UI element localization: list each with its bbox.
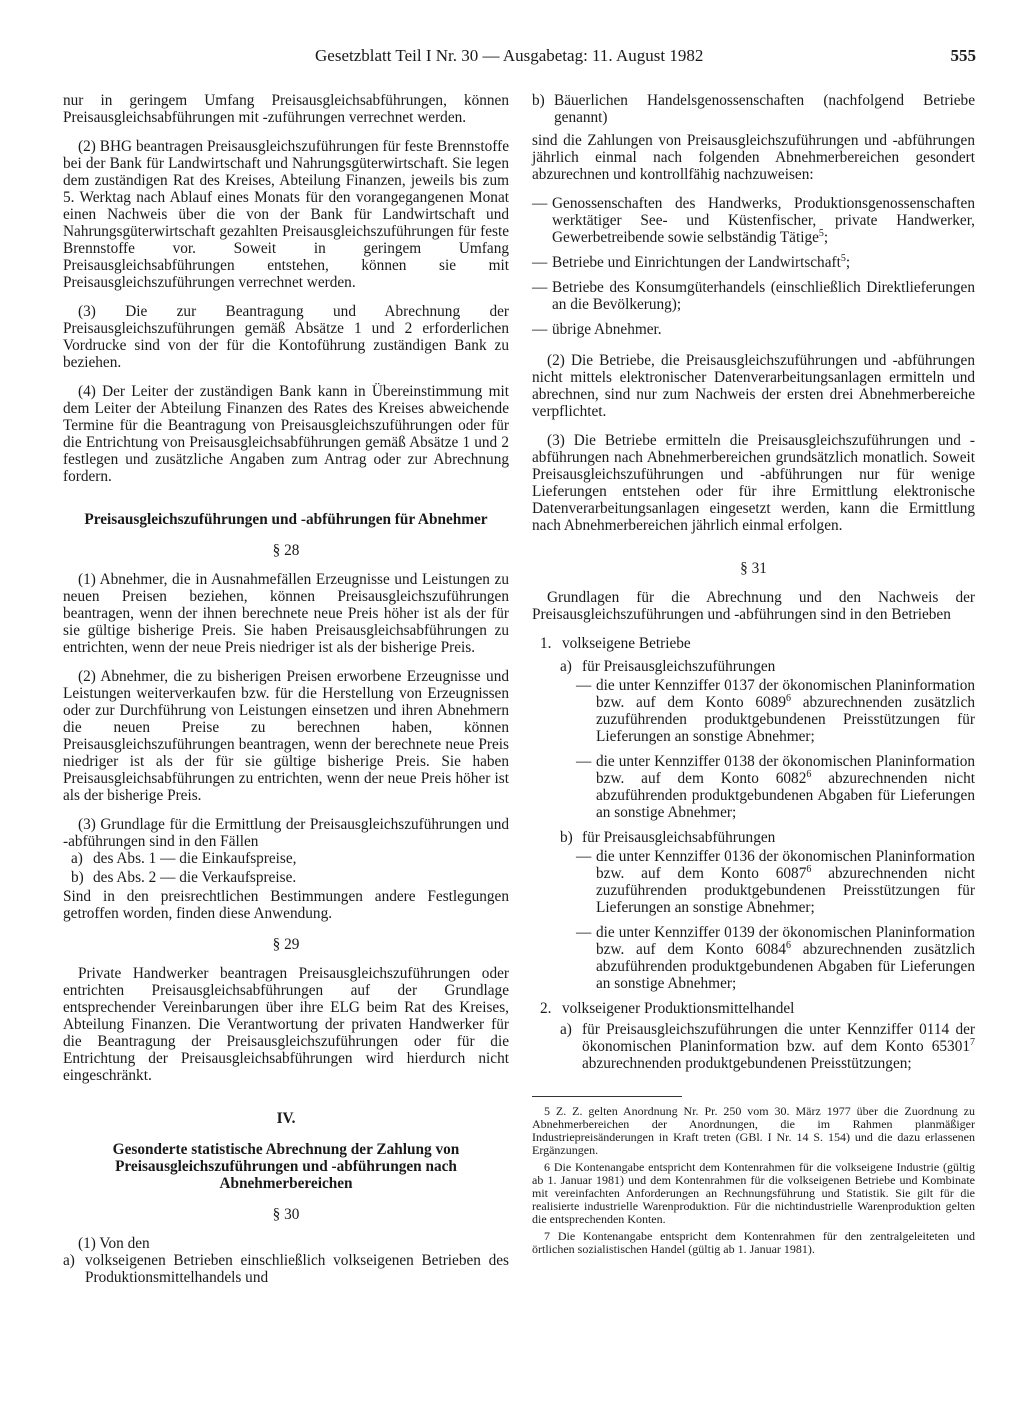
list-item xyxy=(63,869,509,886)
page-number: 555 xyxy=(950,46,976,65)
list-text: die unter Kennziffer 0139 der ökonomischen Planinformation bzw. auf dem Konto 6084 xyxy=(596,924,975,958)
list-text: Betriebe und Einrichtungen der Landwirtschaft xyxy=(552,254,841,271)
dash-bullet: — xyxy=(576,924,592,941)
dash-bullet: — xyxy=(532,321,548,338)
paragraph: nur in geringem Umfang Preisausgleichsabführungen, können Preisausgleichsabführungen mit -zuführungen verrechnet werden. xyxy=(63,92,509,126)
list-item xyxy=(532,635,975,652)
list-text: abzurechnenden nicht abzuführenden produktgebundenen Abgaben für Lieferungen an sonstige Abnehmer; xyxy=(596,770,975,821)
paragraph: Sind in den preisrechtlichen Bestimmungen andere Festlegungen getroffen worden, finden diese Anwendung. xyxy=(63,888,509,922)
list-text: für Preisausgleichszuführungen xyxy=(582,658,776,675)
paragraph: (3) Die zur Beantragung und Abrechnung der Preisausgleichszuführungen gemäß Absätze 1 und 2 erforderlichen Vordrucke sind von der für die Kontoführung zuständigen Bank zu beziehen. xyxy=(63,303,509,371)
footnote: 7 Die Kontenangabe entspricht dem Kontenrahmen für den zentralgeleiteten und örtlichen sozialistischen Handel (gültig ab 1. Januar 1981). xyxy=(532,1229,975,1256)
paragraph: Private Handwerker beantragen Preisausgleichszuführungen oder entrichten Preisausgleichsabführungen auf der Grundlage entsprechender Vereinbarungen über ihre ELG beim Rat des Kreises, Abteilung Finanzen. Die Verantwortung der privaten Handwerker für die Beantragung der Preisausgleichszuführungen oder für die Entrichtung der Preisausgleichsabführungen wird hierdurch nicht eingeschränkt. xyxy=(63,965,509,1084)
paragraph: (4) Der Leiter der zuständigen Bank kann in Übereinstimmung mit dem Leiter der Abteilung Finanzen des Rates des Kreises abweichende Termine für die Beantragung von Preisausgleichszuführungen oder für die Entrichtung von Preisausgleichsabführungen gemäß Absätze 1 und 2 festlegen und zusätzliche Angaben zum Antrag oder zur Abrechnung fordern. xyxy=(63,383,509,485)
paragraph: (2) Abnehmer, die zu bisherigen Preisen erworbene Erzeugnisse und Leistungen weiterverkaufen bzw. für die Herstellung von Erzeugnissen oder zur Durchführung von Leistungen einsetzen und ihren Abnehmern die neuen Preise zu berechnen haben, können Preisausgleichszuführungen beantragen, wenn der berechnete neue Preis niedriger ist als der für sie gültige bisherige Preis. Sie haben Preisausgleichsabführungen zu entrichten, wenn der neue Preis höher ist als der bisherige Preis. xyxy=(63,668,509,804)
list-text: Bäuerlichen Handelsgenossenschaften (nachfolgend Betriebe genannt) xyxy=(554,92,975,126)
list-item xyxy=(532,92,975,126)
paragraph: sind die Zahlungen von Preisausgleichszuführungen und -abführungen jährlich einmal nach folgenden Abnehmerbereichen gesondert abzurechnen und kontrollfähig nachzuweisen: xyxy=(532,132,975,183)
dash-bullet: — xyxy=(576,848,592,865)
gazette-title: Gesetzblatt Teil I Nr. 30 — Ausgabetag: 11. August 1982 xyxy=(315,46,704,65)
paragraph: (3) Die Betriebe ermitteln die Preisausgleichszuführungen und -abführungen nach Abnehmerbereichen grundsätzlich monatlich. Soweit Preisausgleichszuführungen und -abführungen nur für wenige Lieferungen entstehen oder für ihre Ermittlung elektronische Datenverarbeitungsanlagen eingesetzt werden, kann die Ermittlung nach Abnehmerbereichen jährlich einmal erfolgen. xyxy=(532,432,975,534)
list-item xyxy=(532,658,975,675)
dash-bullet: — xyxy=(576,753,592,770)
paragraph: (1) Abnehmer, die in Ausnahmefällen Erzeugnisse und Leistungen zu neuen Preisen beziehen, können Preisausgleichszuführungen beantragen, wenn der ihnen berechnete neue Preis höher ist als der für sie gültige bisherige Preis. Sie haben Preisausgleichsabführungen zu entrichten, wenn der neue Preis niedriger ist als der bisherige Preis. xyxy=(63,571,509,656)
list-label: 2. xyxy=(540,1000,552,1017)
section-number: § 29 xyxy=(272,936,300,953)
list-label: b) xyxy=(532,92,545,109)
dash-bullet: — xyxy=(576,677,592,694)
list-label: a) xyxy=(63,1252,75,1269)
right-column xyxy=(532,92,975,1260)
left-column xyxy=(63,92,509,1288)
footnote-ref: 7 xyxy=(970,1036,975,1048)
paragraph: Grundlagen für die Abrechnung und den Nachweis der Preisausgleichszuführungen und -abführungen sind in den Betrieben xyxy=(532,589,975,623)
list-text: übrige Abnehmer. xyxy=(552,321,662,338)
paragraph: (1) Von den xyxy=(78,1235,150,1252)
list-item xyxy=(532,829,975,846)
list-label: a) xyxy=(71,850,83,867)
footnote-ref: 6 xyxy=(806,863,812,875)
footnote-ref: 6 xyxy=(785,939,791,951)
list-text: des Abs. 2 — die Verkaufspreise. xyxy=(93,869,297,886)
section-number: § 30 xyxy=(272,1206,300,1223)
list-label: b) xyxy=(560,829,573,846)
footnote: 5 Z. Z. gelten Anordnung Nr. Pr. 250 vom 30. März 1977 über die Zuordnung zu Abnehmerbereichen der Anordnungen, die im Rahmen planmäßiger Industriepreisänderungen in Kraft treten (GBl. I Nr. 14 S. 154) und die dazu erlassenen Ergänzungen. xyxy=(532,1104,975,1157)
list-item xyxy=(532,1000,975,1017)
list-item xyxy=(532,321,975,338)
list-item xyxy=(532,753,975,821)
list-text: Genossenschaften des Handwerks, Produktionsgenossenschaften werktätiger See- und Küstenfischer, private Handwerker, Gewerbetreibende sowie selbständig Tätige xyxy=(552,195,975,246)
list-item xyxy=(63,1252,509,1286)
paragraph: (2) BHG beantragen Preisausgleichszuführungen für feste Brennstoffe bei der Bank für Landwirtschaft und Nahrungsgüterwirtschaft. Sie legen dem zuständigen Rat des Kreises, Abteilung Finanzen, jeweils bis zum 5. Werktag nach Ablauf eines Monats für den vorangegangenen Monat einen Nachweis über die von der Bank für Landwirtschaft und Nahrungsgüterwirtschaft gezahlten Preisausgleichszuführungen für feste Brennstoffe vor. Soweit in geringem Umfang Preisausgleichsabführungen entstehen, können sie mit Preisausgleichszuführungen verrechnet werden. xyxy=(63,138,509,291)
footnote-ref: 6 xyxy=(806,768,812,780)
list-item xyxy=(63,850,509,867)
dash-bullet: — xyxy=(532,254,548,271)
dash-bullet: — xyxy=(532,279,548,296)
list-text: abzurechnenden zusätzlich zuzuführenden produktgebundenen Preisstützungen für Lieferungen an sonstige Abnehmer; xyxy=(596,694,975,745)
section-number: § 28 xyxy=(272,542,300,559)
list-label: b) xyxy=(71,869,84,886)
list-label: a) xyxy=(560,658,572,675)
section-heading: Preisausgleichszuführungen und -abführungen für Abnehmer xyxy=(84,511,488,528)
list-text: die unter Kennziffer 0136 der ökonomischen Planinformation bzw. auf dem Konto 6087 xyxy=(596,848,975,882)
footnote-ref: 5 xyxy=(840,252,846,264)
list-item: — Betriebe und Einrichtungen der Landwirtschaft$^5$; xyxy=(532,252,851,271)
dash-bullet: — xyxy=(532,195,548,212)
list-text: für Preisausgleichsabführungen xyxy=(582,829,776,846)
section-number: § 31 xyxy=(740,560,767,577)
list-item xyxy=(532,848,975,916)
list-text: des Abs. 1 — die Einkaufspreise, xyxy=(93,850,297,867)
list-item xyxy=(532,279,975,313)
list-text: abzurechnenden zusätzlich abzuführenden produktgebundenen Abgaben für Lieferungen an sonstige Abnehmer; xyxy=(596,941,975,992)
footnote-ref: 6 xyxy=(785,692,791,704)
footnote: 6 Die Kontenangabe entspricht dem Kontenrahmen für die volkseigene Industrie (gültig ab 1. Januar 1981) und dem Kontenrahmen für die volkseigenen Betriebe und Kombinate mit vereinfachten Anforderungen an Rechnungsführung und Statistik. Sie gilt für die realisierte industrielle Warenproduktion. Für die nichtindustrielle Warenproduktion gelten die entsprechenden Konten. xyxy=(532,1160,975,1226)
list-label: a) xyxy=(560,1021,572,1038)
list-text: volkseigene Betriebe xyxy=(562,635,691,652)
footnote-divider xyxy=(532,1096,682,1097)
list-item: — Genossenschaften des Handwerks, Produktionsgenossenschaften werktätiger See- und Küstenfischer, private Handwerker, Gewerbetreibende sowie selbständig Tätige$^5$; xyxy=(532,195,975,246)
paragraph: (3) Grundlage für die Ermittlung der Preisausgleichszuführungen und -abführungen sind in den Fällen xyxy=(63,816,509,850)
footnote-ref: 5 xyxy=(818,227,824,239)
list-text: volkseigenen Betrieben einschließlich volkseigenen Betrieben des Produktionsmittelhandels und xyxy=(85,1252,509,1286)
paragraph: (2) Die Betriebe, die Preisausgleichszuführungen und -abführungen nicht mittels elektronischer Datenverarbeitungsanlagen ermitteln und abrechnen, sind nur zum Nachweis der ersten drei Abnehmerbereiche verpflichtet. xyxy=(532,352,975,420)
chapter-heading: Gesonderte statistische Abrechnung der Zahlung von Preisausgleichszuführungen und -abführungen nach Abnehmerbereichen xyxy=(112,1141,460,1192)
list-text: Betriebe des Konsumgüterhandels (einschließlich Direktlieferungen an die Bevölkerung); xyxy=(552,279,975,313)
list-text: abzurechnenden produktgebundenen Preisstützungen; xyxy=(582,1055,912,1072)
list-label: 1. xyxy=(540,635,552,652)
list-text: volkseigener Produktionsmittelhandel xyxy=(562,1000,795,1017)
chapter-number: IV. xyxy=(276,1110,296,1127)
list-item xyxy=(532,924,975,992)
list-text: die unter Kennziffer 0138 der ökonomischen Planinformation bzw. auf dem Konto 6082 xyxy=(596,753,975,787)
list-text: die unter Kennziffer 0137 der ökonomischen Planinformation bzw. auf dem Konto 6089 xyxy=(596,677,975,711)
list-item xyxy=(532,677,975,745)
list-text: abzurechnenden nicht zuzuführenden produktgebundenen Preisstützungen für Lieferungen an sonstige Abnehmer; xyxy=(596,865,975,916)
list-text: für Preisausgleichszuführungen die unter Kennziffer 0114 der ökonomischen Planinformation bzw. auf dem Konto 65301 xyxy=(582,1021,975,1055)
list-item xyxy=(532,1021,975,1072)
